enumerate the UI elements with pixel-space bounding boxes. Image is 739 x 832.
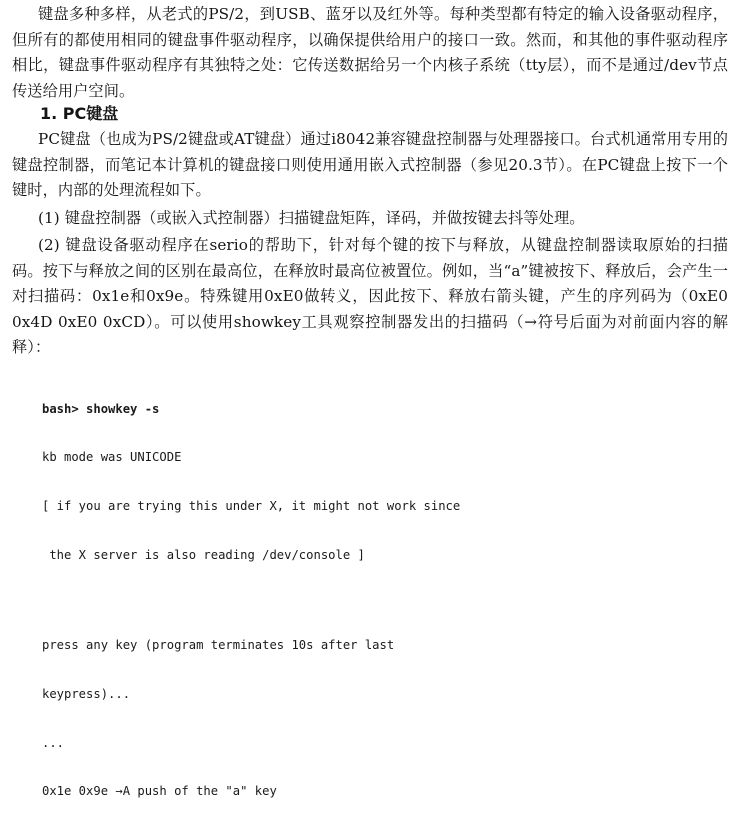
code-line-warn-1: [ if you are trying this under X, it might not work since: [42, 499, 461, 514]
code-line-press-1: press any key (program terminates 10s after last: [42, 637, 395, 652]
step-1-paragraph: (1) 键盘控制器（或嵌入式控制器）扫描键盘矩阵，译码，并做按键去抖等处理。: [38, 209, 585, 227]
code-line-press-2: keypress)...: [42, 686, 131, 701]
code-line-mode: kb mode was UNICODE: [42, 450, 182, 465]
code-line-scan: 0x1e 0x9e →A push of the "a" key: [42, 784, 277, 799]
intro-paragraph: 键盘多种多样，从老式的PS/2，到USB、蓝牙以及红外等。每种类型都有特定的输入设备驱动程序，但所有的都使用相同的键盘事件驱动程序，以确保提供给用户的接口一致。然而，和其他的事件驱动程序相比，键盘事件驱动程序有其独特之处：它传送数据给另一个内核子系统（tty层），而不是通过/dev节点传送给用户空间。: [12, 5, 728, 100]
code-line-warn-2: the X server is also reading /dev/console ]: [42, 548, 365, 563]
showkey-code-block: [42, 368, 460, 832]
section-heading: 1. PC键盘: [40, 104, 119, 123]
code-command: bash> showkey -s: [42, 401, 160, 416]
code-line-ellipsis: ...: [42, 735, 65, 750]
step-2-paragraph: (2) 键盘设备驱动程序在serio的帮助下，针对每个键的按下与释放，从键盘控制器读取原始的扫描码。按下与释放之间的区别在最高位，在释放时最高位被置位。例如，当“a”键被按下、释放后，会产生一对扫描码：0x1e和0x9e。特殊键用0xE0做转义，因此按下、释放右箭头键，产生的序列码为（0xE0 0x4D 0xE0 0xCD）。可以使用showkey工具观察控制器发出的扫描码（→符号后面为对前面内容的解释）：: [12, 236, 728, 357]
code-blank-line: [42, 596, 460, 604]
pc-keyboard-paragraph: PC键盘（也成为PS/2键盘或AT键盘）通过i8042兼容键盘控制器与处理器接口。台式机通常用专用的键盘控制器，而笔记本计算机的键盘接口则使用通用嵌入式控制器（参见20.3节）。在PC键盘上按下一个键时，内部的处理流程如下。: [12, 130, 728, 200]
